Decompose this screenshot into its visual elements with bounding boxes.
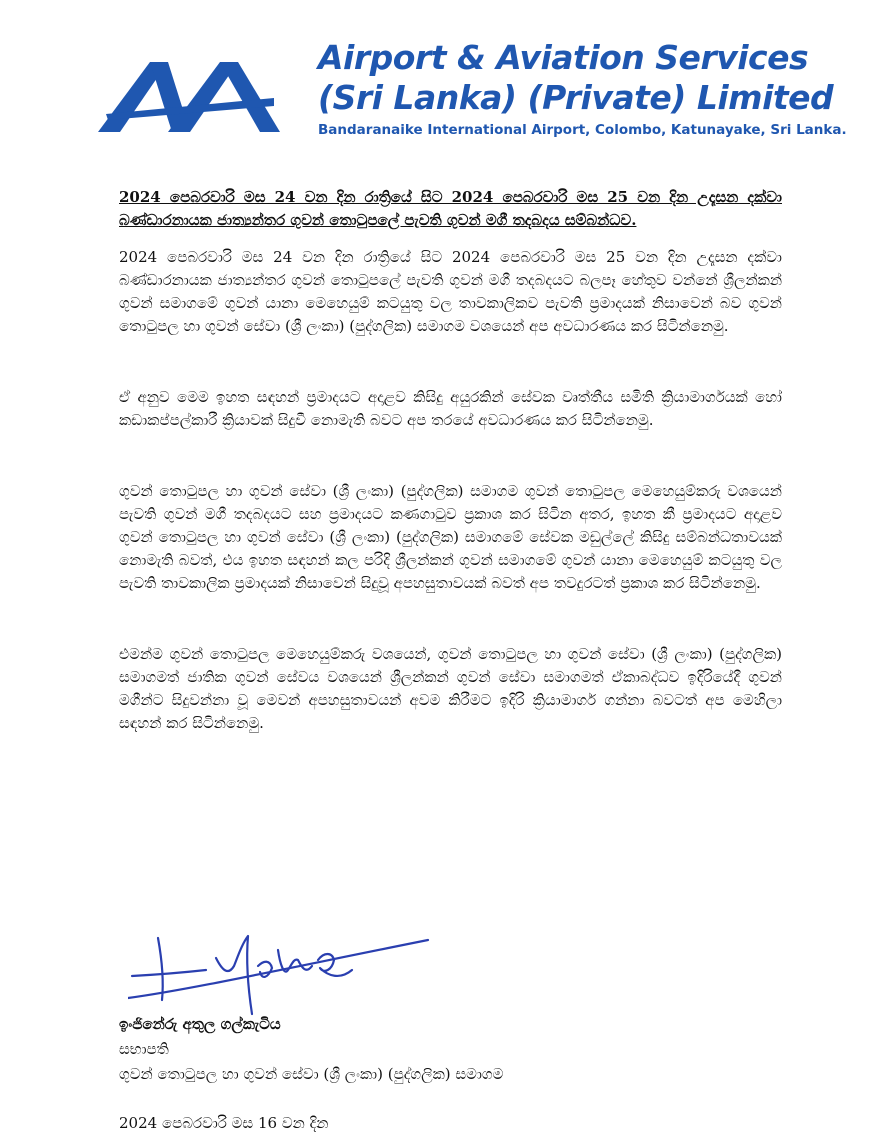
company-name-line-2: (Sri Lanka) (Private) Limited	[318, 78, 834, 117]
signatory-position: සභාපති	[119, 1040, 169, 1058]
document-title: 2024 පෙබරවාරි මස 24 වන දින රාත්‍රියේ සිට 2024 පෙබරවාරි මස 25 වන දින උදෑසන දක්වා බණ්ඩාරනායක ජාත්‍යන්තර ගුවන් තොටුපලේ පැවති ගුවන් මගී තදබදය සම්බන්ධව.	[119, 188, 782, 229]
signatory-name: ඉංජිනේරු අතුල ගල්කැටිය	[119, 1015, 281, 1033]
company-address: Bandaranaike International Airport, Colombo, Katunayake, Sri Lanka.	[318, 122, 847, 138]
paragraph-3: ගුවන් තොටුපල හා ගුවන් සේවා (ශ්‍රී ලංකා) (පුද්ගලික) සමාගම ගුවන් තොටුපල මෙහෙයුම්කරු වශයෙන් පැවති ගුවන් මගී තදබදයට සහ ප්‍රමාදයට කණගාටුව ප්‍රකාශ කර සිටින අතර, ඉහත කී ප්‍රමාදයට අදාළව ගුවන් තොටුපල හා ගුවන් සේවා (ශ්‍රී ලංකා) (පුද්ගලික) සමාගමේ සේවක මඩුල්ලේ කිසිදු සම්බන්ධතාවයක් නොමැති බවත්, එය ඉහත සඳහන් කල පරිදි ශ්‍රීලන්කන් ගුවන් සමාගමේ ගුවන් යානා මෙහෙයුම් කටයුතු වල පැවති තාවකාලික ප්‍රමාදයක් නිසාවෙන් සිදුවූ අපහසුතාවයක් බවත් අප තවදුරටත් ප්‍රකාශ කර සිටින්නෙමු.	[119, 482, 782, 592]
letterhead	[0, 0, 893, 150]
letter-body	[119, 186, 782, 735]
aasl-logo-icon	[98, 58, 280, 134]
signatory-organization: ගුවන් තොටුපල හා ගුවන් සේවා (ශ්‍රී ලංකා) (පුද්ගලික) සමාගම	[119, 1065, 504, 1083]
paragraph-2: ඒ අනුව මෙම ඉහත සඳහන් ප්‍රමාදයට අදාළව කිසිදු අයුරකින් සේවක වෘත්තීය සමිති ක්‍රියාමාර්ගයක් හෝ කඩාකප්පල්කාරී ක්‍රියාවක් සිදුවී නොමැති බවට අප තරයේ අවධාරණය කර සිටින්නෙමු.	[119, 388, 782, 429]
document-date: 2024 පෙබරවාරි මස 16 වන දින	[119, 1114, 329, 1132]
company-name-line-1: Airport & Aviation Services	[318, 38, 809, 77]
company-name-block	[318, 38, 878, 140]
paragraph-1: 2024 පෙබරවාරි මස 24 වන දින රාත්‍රියේ සිට 2024 පෙබරවාරි මස 25 වන දින උදෑසන දක්වා බණ්ඩාරනායක ජාත්‍යන්තර ගුවන් තොටුපලේ පැවති ගුවන් මගී තදබදයට බලපෑ හේතුව වන්නේ ශ්‍රීලන්කන් ගුවන් සමාගමේ ගුවන් යානා මෙහෙයුම් කටයුතු වල තාවකාලිකව පැවති ප්‍රමාදයක් නිසාවෙන් බව ගුවන් තොටුපල හා ගුවන් සේවා (ශ්‍රී ලංකා) (පුද්ගලික) සමාගම වශයෙන් අප අවධාරණය කර සිටින්නෙමු.	[119, 248, 782, 335]
signatory-block	[119, 1012, 739, 1087]
paragraph-4: එමන්ම ගුවන් තොටුපල මෙහෙයුම්කරු වශයෙන්, ගුවන් තොටුපල හා ගුවන් සේවා (ශ්‍රී ලංකා) (පුද්ගලික) සමාගමත් ජාතික ගුවන් සේවය වශයෙන් ශ්‍රීලන්කන් ගුවන් සේවා සමාගමත් ඒකාබද්ධව ඉදිරියේදී ගුවන් මගීන්ට සිදුවන්නා වූ මෙවන් අපහසුතාවයන් අවම කිරීමට ඉදිරි ක්‍රියාමාර්ග ගන්නා බවටත් අප මෙහිලා සඳහන් කර සිටින්නෙමු.	[119, 645, 782, 732]
